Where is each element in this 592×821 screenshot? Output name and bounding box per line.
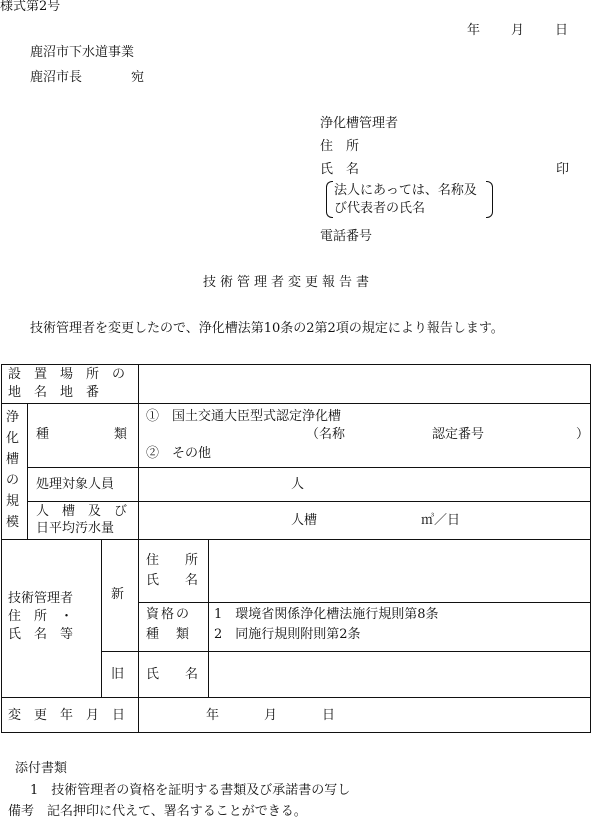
phone-label: 電話番号 <box>320 229 373 244</box>
qualification-label-line1: 資格の <box>146 607 192 622</box>
new-address-label: 住 所 <box>146 553 199 568</box>
capacity-unit: 人 <box>291 477 305 492</box>
scale-label-char: 規 <box>6 494 20 509</box>
new-label: 新 <box>111 587 125 602</box>
qualification-option-2: 2 同施行規則附則第2条 <box>214 627 361 642</box>
scale-label-char: 模 <box>6 515 20 530</box>
scale-label-char: 浄 <box>6 410 20 425</box>
addressee-org: 鹿沼市下水道事業 <box>30 45 135 60</box>
scale-label-char: の <box>6 473 20 488</box>
change-date-month: 月 <box>264 708 278 723</box>
type-cert-label: 認定番号 <box>432 427 485 442</box>
form-number: 様式第2号 <box>0 0 61 14</box>
location-label-line1: 設 置 場 所 の <box>8 367 126 382</box>
remarks-text: 備考 記名押印に代えて、署名することができる。 <box>8 804 307 819</box>
corp-note-line1: 法人にあっては、名称及 <box>334 183 477 198</box>
scale-label-char: 槽 <box>6 452 20 467</box>
addressee-title: 鹿沼市長 <box>30 70 83 85</box>
type-option-2: ② その他 <box>146 446 212 461</box>
change-date-label: 変 更 年 月 日 <box>8 708 126 723</box>
corp-note-bracket-left <box>326 181 333 218</box>
flow-unit-2: ㎥／日 <box>421 513 461 528</box>
type-option-1: ① 国土交通大臣型式認定浄化槽 <box>146 409 342 424</box>
change-date-year: 年 <box>206 708 220 723</box>
scale-label-char: 化 <box>6 431 20 446</box>
corp-note-bracket-right <box>486 181 493 218</box>
applicant-name-label: 氏 名 <box>320 162 360 177</box>
corp-note-line2: び代表者の氏名 <box>334 201 426 216</box>
tech-label-line3: 氏 名 等 <box>8 627 74 642</box>
flow-label-line2: 日平均汚水量 <box>36 521 115 536</box>
type-close-paren: ） <box>576 427 590 442</box>
date-day: 日 <box>555 23 569 38</box>
date-month: 月 <box>511 23 525 38</box>
flow-unit-1: 人槽 <box>291 513 318 528</box>
change-date-day: 日 <box>322 708 336 723</box>
attachments-label: 添付書類 <box>15 761 68 776</box>
document-title: 技術管理者変更報告書 <box>203 275 374 290</box>
capacity-label: 処理対象人員 <box>36 477 115 492</box>
type-label: 種 類 <box>36 427 128 442</box>
intro-text: 技術管理者を変更したので、浄化槽法第10条の2第2項の規定により報告します。 <box>30 321 504 336</box>
seal-mark: 印 <box>556 162 570 177</box>
new-name-label: 氏 名 <box>146 573 199 588</box>
attachment-item-1: 1 技術管理者の資格を証明する書類及び承諾書の写し <box>30 783 351 798</box>
type-name-label: （名称 <box>306 427 346 442</box>
applicant-address-label: 住 所 <box>320 139 360 154</box>
addressee-suffix: 宛 <box>131 70 145 85</box>
qualification-label-line2: 種 類 <box>146 627 192 642</box>
applicant-role: 浄化槽管理者 <box>320 116 399 131</box>
flow-label-line1: 人 槽 及 び <box>36 504 128 519</box>
tech-label-line2: 住 所 ・ <box>8 609 74 624</box>
qualification-option-1: 1 環境省関係浄化槽法施行規則第8条 <box>214 607 439 622</box>
old-label: 旧 <box>111 667 125 682</box>
tech-label-line1: 技術管理者 <box>8 591 74 606</box>
old-name-label: 氏 名 <box>146 667 199 682</box>
date-year: 年 <box>467 23 481 38</box>
location-label-line2: 地 名 地 番 <box>8 385 100 400</box>
